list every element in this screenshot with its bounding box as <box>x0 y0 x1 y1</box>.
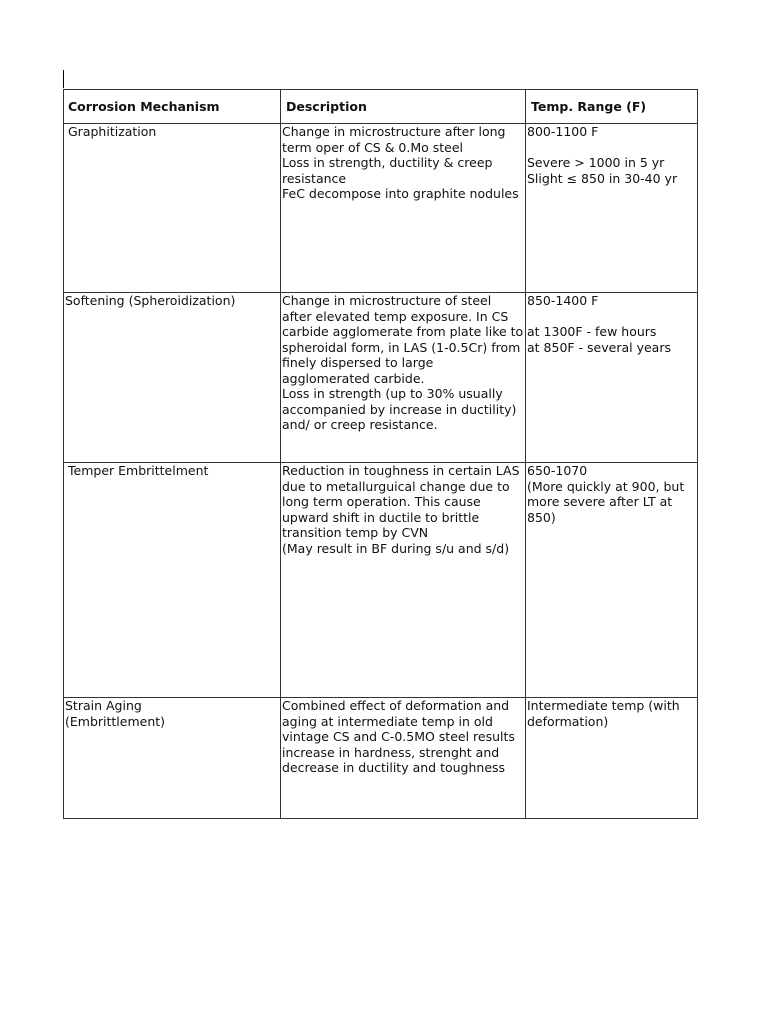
temp-range-cell: 800-1100 F Severe > 1000 in 5 yr Slight ≤ 850 in 30-40 yr <box>526 124 698 293</box>
mechanism-cell: Softening (Spheroidization) <box>64 293 281 463</box>
header-description: Description <box>281 90 526 124</box>
description-cell: Change in microstructure of steel after elevated temp exposure. In CS carbide agglomerate from plate like to spheroidal form, in LAS (1-0.5Cr) from finely dispersed to large agglomerated carbide. Loss in strength (up to 30% usually accompanied by increase in ductility) and/ or creep resistance. <box>281 293 526 463</box>
header-temp-range: Temp. Range (F) <box>526 90 698 124</box>
text-cursor <box>63 70 64 88</box>
table-row <box>64 293 698 463</box>
temp-range-cell: Intermediate temp (with deformation) <box>526 698 698 819</box>
temp-range-cell: 850-1400 F at 1300F - few hours at 850F - several years <box>526 293 698 463</box>
table-row <box>64 124 698 293</box>
temp-range-cell: 650-1070 (More quickly at 900, but more severe after LT at 850) <box>526 463 698 698</box>
description-cell: Reduction in toughness in certain LAS due to metallurguical change due to long term operation. This cause upward shift in ductile to brittle transition temp by CVN (May result in BF during s/u and s/d) <box>281 463 526 698</box>
mechanism-cell: Graphitization <box>64 124 281 293</box>
table-row <box>64 463 698 698</box>
mechanism-cell: Strain Aging (Embrittlement) <box>64 698 281 819</box>
description-cell: Change in microstructure after long term oper of CS & 0.Mo steel Loss in strength, ductility & creep resistance FeC decompose into graphite nodules <box>281 124 526 293</box>
table-row <box>64 698 698 819</box>
corrosion-mechanism-table <box>63 89 698 819</box>
description-cell: Combined effect of deformation and aging at intermediate temp in old vintage CS and C-0.5MO steel results increase in hardness, strenght and decrease in ductility and toughness <box>281 698 526 819</box>
header-corrosion-mechanism: Corrosion Mechanism <box>64 90 281 124</box>
table-header-row <box>64 90 698 124</box>
mechanism-cell: Temper Embrittelment <box>64 463 281 698</box>
